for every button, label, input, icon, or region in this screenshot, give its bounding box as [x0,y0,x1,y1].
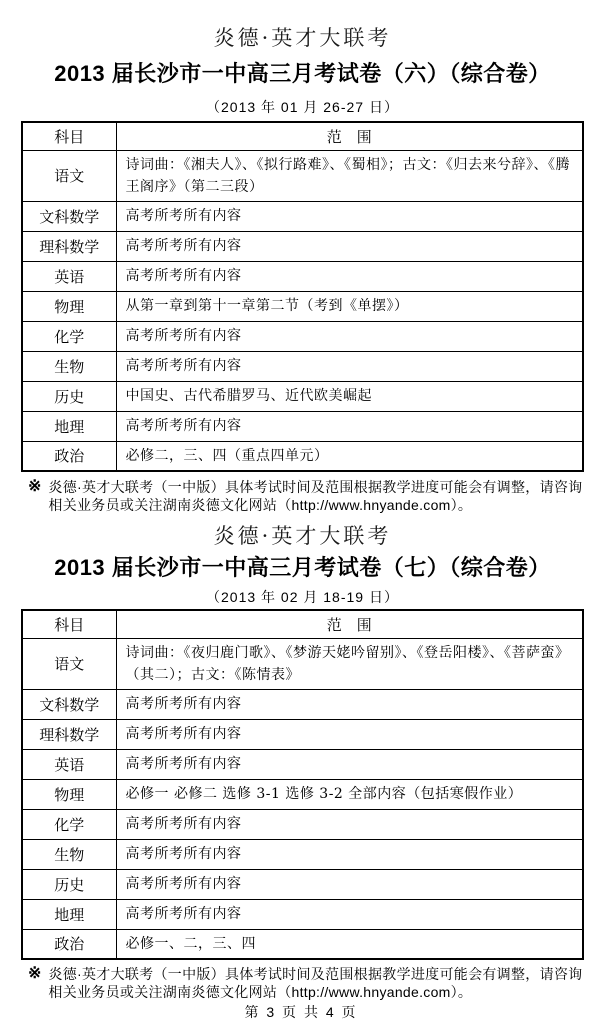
subject-cell: 政治 [22,441,116,471]
table-row [22,201,583,231]
scope-cell: 诗词曲：《湘夫人》、《拟行路难》、《蜀相》；古文：《归去来兮辞》、《腾王阁序》（第二三段） [116,150,583,201]
subject-column-header: 科目 [22,610,116,638]
note-text: 炎德·英才大联考（一中版）具体考试时间及范围根据教学进度可能会有调整，请咨询相关业务员或关注湖南炎德文化网站（http://www.hnyande.com）。 [48,479,583,513]
exam-title: 2013 届长沙市一中高三月考试卷（六）（综合卷） [54,61,551,86]
reference-mark-icon: ※ [28,965,42,982]
table-row [22,261,583,291]
exam-section-7 [21,524,584,1001]
table-row [22,231,583,261]
scope-column-header: 范 围 [116,122,583,150]
exam-section-6 [21,26,584,514]
table-row [22,719,583,749]
scope-cell: 必修一、二，三、四 [116,929,583,959]
note-text: 炎德·英才大联考（一中版）具体考试时间及范围根据教学进度可能会有调整，请咨询相关业务员或关注湖南炎德文化网站（http://www.hnyande.com）。 [48,966,583,1000]
scope-cell: 高考所考所有内容 [116,321,583,351]
scope-cell: 中国史、古代希腊罗马、近代欧美崛起 [116,381,583,411]
table-row [22,441,583,471]
scope-cell: 高考所考所有内容 [116,689,583,719]
table-row [22,381,583,411]
table-row [22,411,583,441]
subject-cell: 政治 [22,929,116,959]
scope-column-header: 范 围 [116,610,583,638]
scope-cell: 高考所考所有内容 [116,809,583,839]
scope-cell: 必修一 必修二 选修 3-1 选修 3-2 全部内容（包括寒假作业） [116,779,583,809]
adjustment-note [21,478,584,514]
scope-cell: 高考所考所有内容 [116,201,583,231]
subject-cell: 英语 [22,261,116,291]
subject-cell: 语文 [22,638,116,689]
table-row [22,291,583,321]
subject-cell: 英语 [22,749,116,779]
adjustment-note [21,965,584,1001]
subject-cell: 理科数学 [22,719,116,749]
table-row [22,869,583,899]
table-header-row [22,122,583,150]
table-row [22,351,583,381]
scope-cell: 高考所考所有内容 [116,411,583,441]
subject-cell: 文科数学 [22,689,116,719]
exam-scope-table [21,121,584,472]
scope-cell: 必修二，三、四（重点四单元） [116,441,583,471]
brand-title: 炎德·英才大联考 [213,524,392,548]
table-row [22,899,583,929]
scope-cell: 高考所考所有内容 [116,351,583,381]
table-row [22,638,583,689]
subject-cell: 文科数学 [22,201,116,231]
table-row [22,749,583,779]
scope-cell: 高考所考所有内容 [116,231,583,261]
exam-date: （2013 年 02 月 18-19 日） [206,589,399,605]
brand-title: 炎德·英才大联考 [213,26,392,50]
subject-cell: 化学 [22,809,116,839]
table-row [22,839,583,869]
scope-cell: 高考所考所有内容 [116,719,583,749]
table-row [22,150,583,201]
table-row [22,689,583,719]
subject-cell: 理科数学 [22,231,116,261]
subject-cell: 地理 [22,411,116,441]
table-row [22,779,583,809]
scope-cell: 高考所考所有内容 [116,839,583,869]
page-number: 第 3 页 共 4 页 [244,1004,358,1020]
subject-cell: 生物 [22,839,116,869]
table-row [22,809,583,839]
scope-cell: 诗词曲：《夜归鹿门歌》、《梦游天姥吟留别》、《登岳阳楼》、《菩萨蛮》（其二）；古文：《陈情表》 [116,638,583,689]
subject-cell: 物理 [22,291,116,321]
exam-scope-table [21,609,584,960]
subject-cell: 语文 [22,150,116,201]
subject-cell: 化学 [22,321,116,351]
scope-cell: 高考所考所有内容 [116,899,583,929]
reference-mark-icon: ※ [28,478,42,495]
subject-cell: 历史 [22,869,116,899]
subject-cell: 物理 [22,779,116,809]
scope-cell: 高考所考所有内容 [116,869,583,899]
exam-title: 2013 届长沙市一中高三月考试卷（七）（综合卷） [54,555,551,580]
scope-cell: 高考所考所有内容 [116,261,583,291]
subject-cell: 生物 [22,351,116,381]
subject-column-header: 科目 [22,122,116,150]
table-header-row [22,610,583,638]
table-row [22,321,583,351]
table-row [22,929,583,959]
subject-cell: 历史 [22,381,116,411]
scope-cell: 高考所考所有内容 [116,749,583,779]
subject-cell: 地理 [22,899,116,929]
scope-cell: 从第一章到第十一章第二节（考到《单摆》） [116,291,583,321]
exam-date: （2013 年 01 月 26-27 日） [206,99,399,115]
